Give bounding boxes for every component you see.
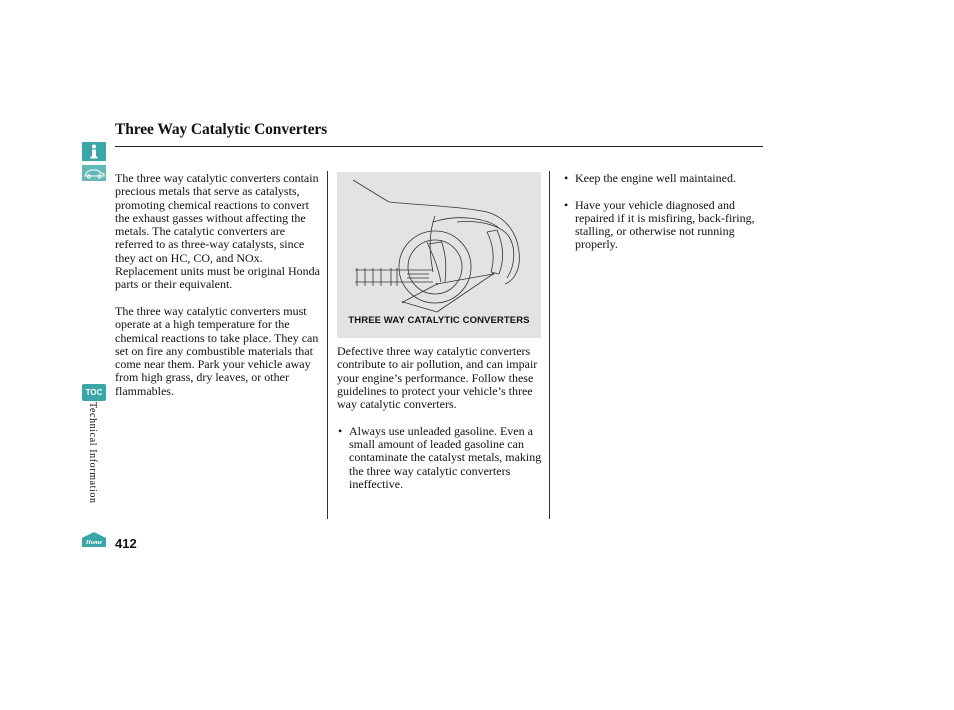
toc-icon[interactable]: TOC	[82, 384, 106, 401]
page-title: Three Way Catalytic Converters	[115, 121, 328, 138]
list-item: • Always use unleaded gasoline. Even a small amount of leaded gasoline can contaminate the catalyst metals, making the three way catalytic converters ineffective.	[337, 425, 543, 491]
home-icon[interactable]	[81, 531, 107, 548]
info-icon[interactable]	[82, 142, 106, 161]
bullet-list	[563, 172, 759, 252]
bullet-list	[337, 425, 543, 491]
figure-caption: THREE WAY CATALYTIC CONVERTERS	[348, 315, 530, 326]
paragraph: The three way catalytic converters contain precious metals that serve as catalysts, promoting chemical reactions to convert the exhaust gasses without affecting the metals. The catalytic converters are referred to as three-way catalysts, since they act on HC, CO, and NOx. Replacement units must be original Honda parts or their equivalent.	[115, 171, 320, 292]
column-divider	[327, 171, 328, 519]
svg-text:Home: Home	[85, 539, 103, 546]
column-divider	[549, 171, 550, 519]
paragraph: Defective three way catalytic converters contribute to air pollution, and can impair your engine’s performance. Follow these guidelines to protect your vehicle’s three way catalytic converters.	[337, 344, 538, 412]
column-1	[115, 172, 320, 398]
title-rule	[115, 146, 763, 147]
column-2	[337, 345, 543, 491]
catalytic-converter-figure	[337, 172, 541, 338]
converter-illustration	[337, 172, 541, 338]
section-label: Technical Information	[87, 402, 98, 504]
list-item: • Keep the engine well maintained.	[563, 172, 759, 185]
column-3	[563, 172, 759, 252]
paragraph: The three way catalytic converters must operate at a high temperature for the chemical reactions to take place. They can set on fire any combustible materials that come near them. Park your vehicle away from high grass, dry leaves, or other flammables.	[115, 303, 319, 398]
car-icon[interactable]	[82, 165, 106, 181]
page-number: 412	[115, 536, 137, 551]
list-item: • Have your vehicle diagnosed and repaired if it is misfiring, back-firing, stalling, or otherwise not running properly.	[563, 199, 759, 252]
